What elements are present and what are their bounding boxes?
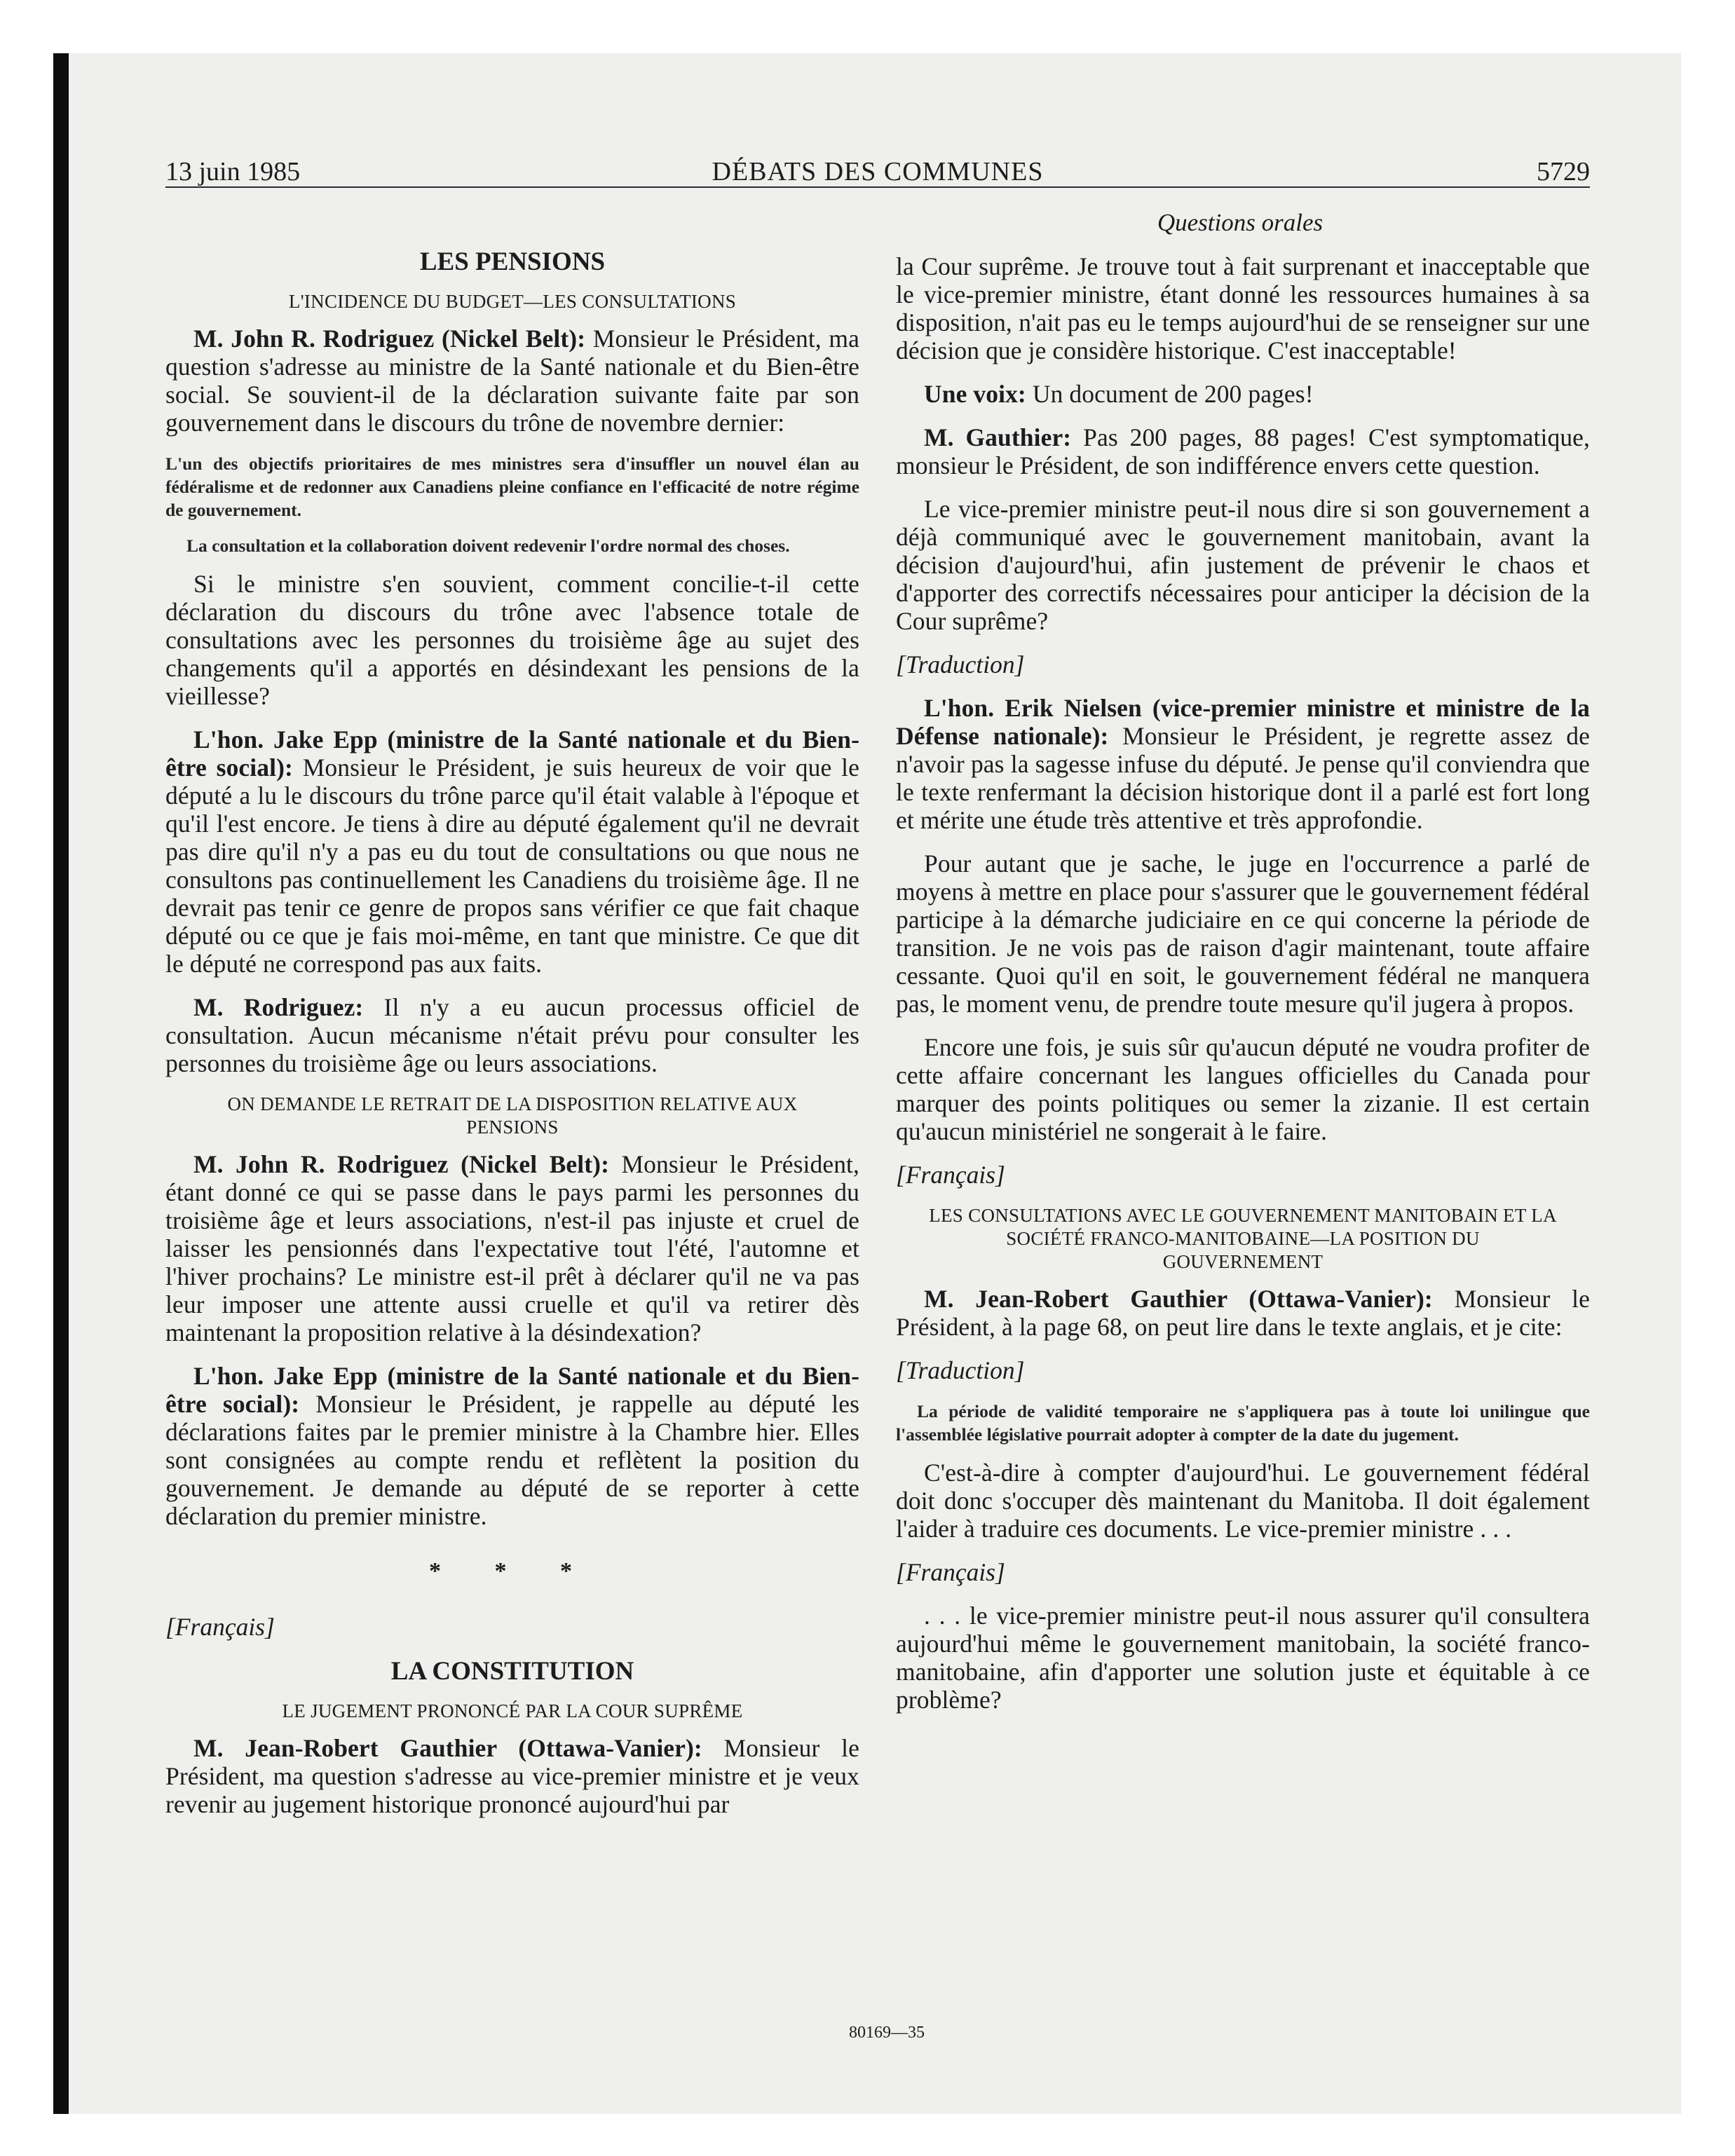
paragraph [165, 325, 859, 437]
paragraph: Pour autant que je sache, le juge en l'occurrence a parlé de moyens à mettre en place pour s'assurer que le gouvernement fédéral participe à la démarche judiciaire en ce qui concerne la période de transition. Je ne vois pas de raison d'agir maintenant, toute affaire cessante. Quoi qu'il en soit, le gouvernement fédéral ne manquera pas, le moment venu, de prendre toute mesure qu'il jugera à propos. [896, 850, 1590, 1018]
speech-text: Monsieur le Président, je regrette assez de n'avoir pas la sagesse infuse du député. Je pense qu'il conviendra que le texte renfermant la décision historique dont il a parlé est fort long et mérite une étude très attentive et très approfondie. [896, 722, 1590, 834]
paragraph [165, 725, 859, 978]
heading-pensions: LES PENSIONS [419, 247, 606, 276]
speaker-name: M. John R. Rodriguez (Nickel Belt): [193, 325, 586, 353]
paragraph [896, 423, 1590, 479]
paragraph: . . . le vice-premier ministre peut-il nous assurer qu'il consultera aujourd'hui même le gouvernement manitobain, la société franco-manitobaine, afin d'apporter une solution juste et équitable à ce problème? [896, 1602, 1590, 1714]
subheading-jugement: LE JUGEMENT PRONONCÉ PAR LA COUR SUPRÊME [282, 1700, 743, 1721]
running-head [165, 156, 1590, 188]
speech-text: Monsieur le Président, je rappelle au député les déclarations faites par le premier ministre à la Chambre hier. Elles sont consignées au compte rendu et reflètent la position du gouvernement. Je demande au député de se reporter à cette déclaration du premier ministre. [165, 1390, 859, 1530]
language-marker: [Traduction] [896, 650, 1025, 678]
quotation: L'un des objectifs prioritaires de mes ministres sera d'insuffler un nouvel élan au fédéralisme et de redonner aux Canadiens pleine confiance en l'efficacité de notre régime de gouvernement. [165, 453, 859, 520]
speaker-name: L'hon. Erik Nielsen (vice-premier ministre et ministre de la Défense nationale): [896, 694, 1590, 750]
paragraph: C'est-à-dire à compter d'aujourd'hui. Le gouvernement fédéral doit donc s'occuper dès maintenant du Manitoba. Il doit également l'aider à traduire ces documents. Le vice-premier ministre . . . [896, 1459, 1590, 1543]
speaker-name: M. John R. Rodriguez (Nickel Belt): [193, 1150, 610, 1178]
speech-text: Monsieur le Président, je suis heureux de voir que le député a lu le discours du trône parce qu'il était valable à l'époque et qu'il l'est encore. Je tiens à dire au député également qu'il ne devrait pas dire qu'il n'y a pas eu du tout de consultations ou que nous ne consultons pas continuellement les Canadiens du troisième âge. Il ne devrait pas tenir ce genre de propos sans vérifier ce que fait chaque député ou ce que je fais moi-même, en tant que ministre. Ce que dit le député ne correspond pas aux faits. [165, 753, 859, 978]
speaker-name: M. Jean-Robert Gauthier (Ottawa-Vanier): [193, 1734, 702, 1762]
speech-text: Un document de 200 pages! [1026, 380, 1314, 408]
speaker-name: L'hon. Jake Epp (ministre de la Santé nationale et du Bien-être social): [165, 725, 859, 782]
speech-text: Monsieur le Président, ma question s'adresse au ministre de la Santé nationale et du Bien-être social. Se souvient-il de la déclaration suivante faite par son gouvernement dans le discours du trône de novembre dernier: [165, 325, 860, 437]
speaker-name: Une voix: [924, 380, 1026, 408]
paragraph [896, 1285, 1590, 1341]
paragraph [896, 694, 1590, 834]
header-date: 13 juin 1985 [165, 157, 301, 186]
subheading-incidence: L'INCIDENCE DU BUDGET—LES CONSULTATIONS [288, 291, 737, 312]
paragraph [896, 380, 1590, 408]
paragraph: Si le ministre s'en souvient, comment concilie-t-il cette déclaration du discours du trône avec l'absence totale de consultations avec les personnes du troisième âge au sujet des changements qu'il a apportés en désindexant les pensions de la vieillesse? [165, 570, 859, 710]
header-title: DÉBATS DES COMMUNES [712, 157, 1044, 186]
language-marker: [Traduction] [896, 1356, 1025, 1384]
section-separator: * * * [429, 1558, 596, 1584]
speaker-name: M. Rodriguez: [193, 993, 364, 1021]
speech-text: Monsieur le Président, ma question s'adresse au vice-premier ministre et je veux revenir au jugement historique prononcé aujourd'hui par [165, 1734, 859, 1818]
language-marker: [Français] [165, 1613, 275, 1641]
right-column [896, 252, 1590, 1729]
speaker-name: M. Gauthier: [924, 423, 1072, 451]
speech-text: Pas 200 pages, 88 pages! C'est symptomatique, monsieur le Président, de son indifférence envers cette question. [896, 423, 1590, 479]
header-rule [165, 186, 1590, 188]
quotation: La période de validité temporaire ne s'appliquera pas à toute loi unilingue que l'assemblée législative pourrait adopter à compter de la date du jugement. [896, 1401, 1590, 1445]
paragraph: Le vice-premier ministre peut-il nous dire si son gouvernement a déjà communiqué avec le gouvernement manitobain, avant la décision d'aujourd'hui, afin justement de prévenir le chaos et d'apporter des correctifs nécessaires pour anticiper la décision de la Cour suprême? [896, 495, 1590, 635]
speech-text: Monsieur le Président, étant donné ce qui se passe dans le pays parmi les personnes du troisième âge et leurs associations, n'est-il pas injuste et cruel de laisser les pensionnés dans l'expectative tout l'été, l'automne et l'hiver prochains? Le ministre est-il prêt à déclarer qu'il ne va pas leur imposer une attente aussi cruelle et qu'il va retirer dès maintenant la proposition relative à la désindexation? [165, 1150, 859, 1346]
subheading-consultations: LES CONSULTATIONS AVEC LE GOUVERNEMENT MANITOBAIN ET LA SOCIÉTÉ FRANCO-MANITOBAINE—LA POSITION DU GOUVERNEMENT [929, 1205, 1557, 1272]
subheading-retrait: ON DEMANDE LE RETRAIT DE LA DISPOSITION RELATIVE AUX PENSIONS [227, 1093, 798, 1138]
speaker-name: L'hon. Jake Epp (ministre de la Santé nationale et du Bien-être social): [165, 1362, 859, 1418]
heading-constitution: LA CONSTITUTION [390, 1657, 634, 1686]
speech-text: Monsieur le Président, à la page 68, on peut lire dans le texte anglais, et je cite: [896, 1285, 1590, 1341]
language-marker: [Français] [896, 1558, 1005, 1586]
footer-code: 80169—35 [849, 2024, 925, 2042]
paragraph: Encore une fois, je suis sûr qu'aucun député ne voudra profiter de cette affaire concernant les langues officielles du Canada pour marquer des points politiques ou semer la zizanie. Il est certain qu'aucun ministériel ne songerait à le faire. [896, 1033, 1590, 1145]
paragraph [165, 993, 859, 1077]
quotation: La consultation et la collaboration doivent redevenir l'ordre normal des choses. [186, 535, 790, 556]
paragraph [165, 1150, 859, 1346]
header-page-number: 5729 [1537, 157, 1590, 186]
speech-text: Il n'y a eu aucun processus officiel de consultation. Aucun mécanisme n'était prévu pour consulter les personnes du troisième âge ou leurs associations. [165, 993, 859, 1077]
paragraph [165, 1362, 859, 1530]
section-label: Questions orales [1157, 209, 1324, 236]
paragraph: la Cour suprême. Je trouve tout à fait surprenant et inacceptable que le vice-premier ministre, étant donné les ressources humaines à sa disposition, n'ait pas eu le temps aujourd'hui de se renseigner sur une décision que je considère historique. C'est inacceptable! [896, 252, 1590, 364]
paragraph [165, 1734, 859, 1818]
speaker-name: M. Jean-Robert Gauthier (Ottawa-Vanier): [924, 1285, 1433, 1313]
language-marker: [Français] [896, 1161, 1005, 1189]
left-column [165, 234, 859, 1834]
